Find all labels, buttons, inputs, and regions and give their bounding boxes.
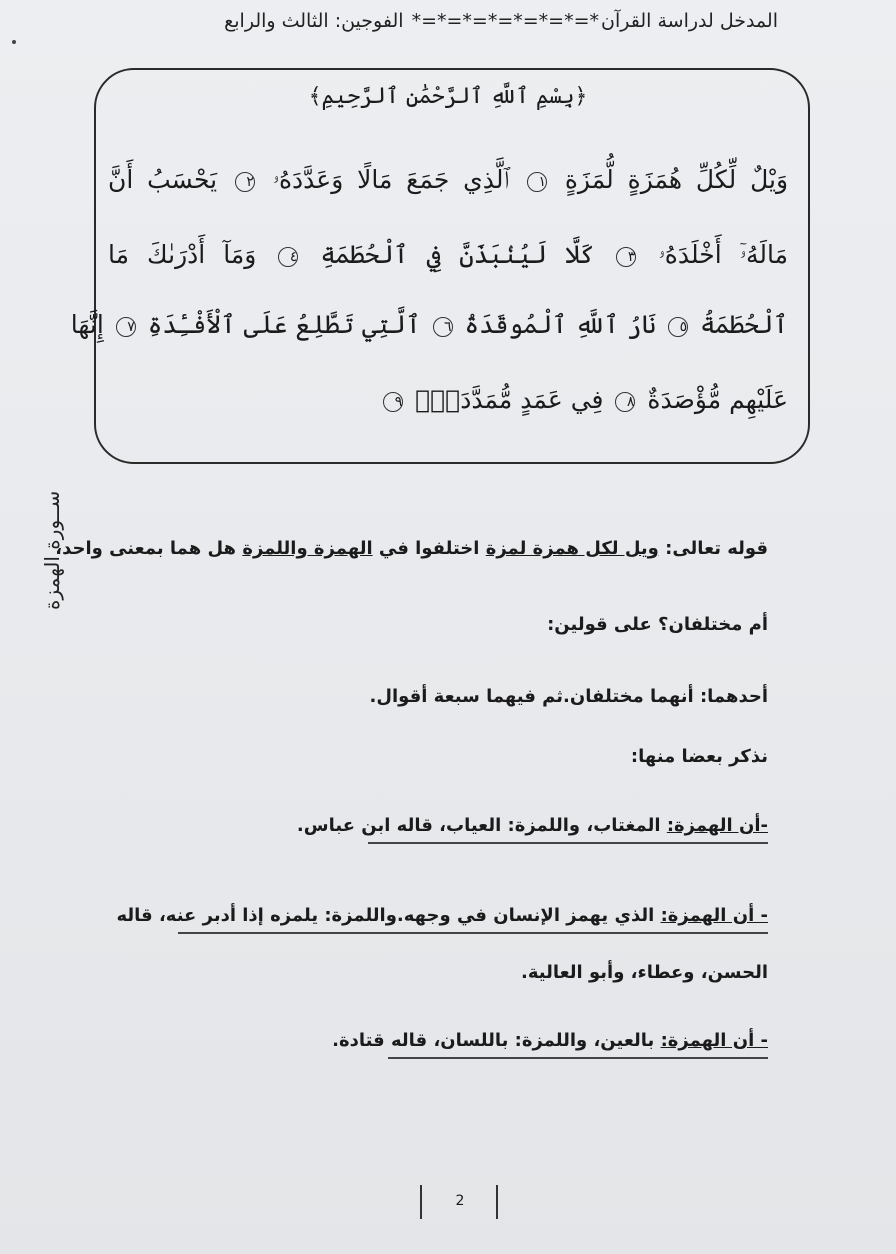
paragraph-line-3: أحدهما: أنهما مختلفان.ثم فيهما سبعة أقوال.	[369, 686, 768, 707]
verse-line-2	[108, 240, 788, 270]
paragraph-line-1	[55, 538, 768, 559]
verse-text: ٱلَّذِي جَمَعَ مَالًا وَعَدَّدَهُۥ	[272, 165, 510, 194]
page-number: 2	[455, 1193, 465, 1209]
verse-text: إِنَّهَا	[70, 310, 104, 339]
underline-rule	[178, 932, 768, 934]
verse-number: ٤	[278, 247, 298, 267]
underline-rule	[388, 1057, 768, 1059]
text-span: هل هما بمعنى واحد،	[55, 538, 237, 559]
page-header	[98, 10, 778, 32]
margin-surah-title: ســورة الهمزة	[40, 490, 64, 610]
paragraph-line-2: أم مختلفان؟ على قولين:	[547, 614, 768, 635]
verse-text: نَارُ ٱللَّهِ ٱلْمُوقَدَةُ	[464, 310, 657, 339]
verse-line-1	[108, 165, 788, 195]
text-span: بالعين، واللمزة: باللسان، قاله قتادة.	[332, 1030, 655, 1051]
text-span: الذي يهمز الإنسان في وجهه.واللمزة: يلمزه إذا أدبر عنه، قاله	[116, 905, 655, 926]
underlined-text: الهمزة واللمزة	[242, 538, 373, 559]
level-value: الثالث والرابع	[224, 10, 329, 32]
verse-text: وَيْلٌ لِّكُلِّ هُمَزَةٍ لُّمَزَةٍ	[564, 165, 789, 194]
verse-number: ١	[527, 172, 547, 192]
verse-text: وَمَآ أَدْرَىٰكَ مَا	[108, 240, 257, 269]
text-span: قوله تعالى:	[665, 538, 768, 559]
verse-text: عَلَيْهِم مُّؤْصَدَةٌ	[647, 385, 788, 414]
verse-number: ٩	[383, 392, 403, 412]
underlined-text: - أن الهمزة:	[660, 905, 768, 926]
verse-text: ٱلَّتِي تَطَّلِعُ عَلَى ٱلْأَفْـِٔدَةِ	[147, 310, 421, 339]
verse-number: ٧	[116, 317, 136, 337]
verse-line-3	[70, 310, 788, 339]
underlined-text: ويل لكل همزة لمزة	[485, 538, 659, 559]
paragraph-line-4: نذكر بعضا منها:	[630, 746, 768, 767]
text-span: اختلفوا في	[378, 538, 480, 559]
paragraph-line-5	[108, 815, 768, 836]
page-footer	[420, 1185, 500, 1221]
basmala: ﴿بِسْمِ ٱللَّهِ ٱلرَّحْمَٰنِ ٱلرَّحِيمِ﴾	[308, 84, 588, 109]
footer-bar-right	[496, 1185, 498, 1219]
verse-text: فِي عَمَدٍ مُّمَدَّدَةٍۭ	[415, 385, 604, 414]
underlined-text: -أن الهمزة:	[666, 815, 768, 836]
paragraph-line-7: الحسن، وعطاء، وأبو العالية.	[521, 962, 768, 983]
verse-text: مَالَهُۥٓ أَخْلَدَهُۥ	[658, 240, 788, 269]
verse-number: ٦	[433, 317, 453, 337]
verse-number: ٨	[615, 392, 635, 412]
verse-number: ٣	[616, 247, 636, 267]
verse-text: كَلَّا لَيُنۢبَذَنَّ فِي ٱلْحُطَمَةِ	[320, 240, 595, 269]
course-title: المدخل لدراسة القرآن	[601, 10, 778, 32]
paper-spot	[12, 40, 16, 44]
level-label: الفوجين:	[334, 10, 404, 32]
paragraph-line-6	[108, 905, 768, 926]
verse-number: ٢	[235, 172, 255, 192]
verse-line-4	[108, 385, 788, 414]
underlined-text: - أن الهمزة:	[660, 1030, 768, 1051]
verse-text: ٱلْحُطَمَةُ	[700, 310, 788, 339]
verse-text: يَحْسَبُ أَنَّ	[108, 165, 218, 194]
text-span: المغتاب، واللمزة: العياب، قاله ابن عباس.	[296, 815, 661, 836]
verse-number: ٥	[668, 317, 688, 337]
underline-rule	[368, 842, 768, 844]
header-stars: *=*=*=*=*=*=*=*	[411, 10, 600, 32]
paragraph-line-8	[108, 1030, 768, 1051]
